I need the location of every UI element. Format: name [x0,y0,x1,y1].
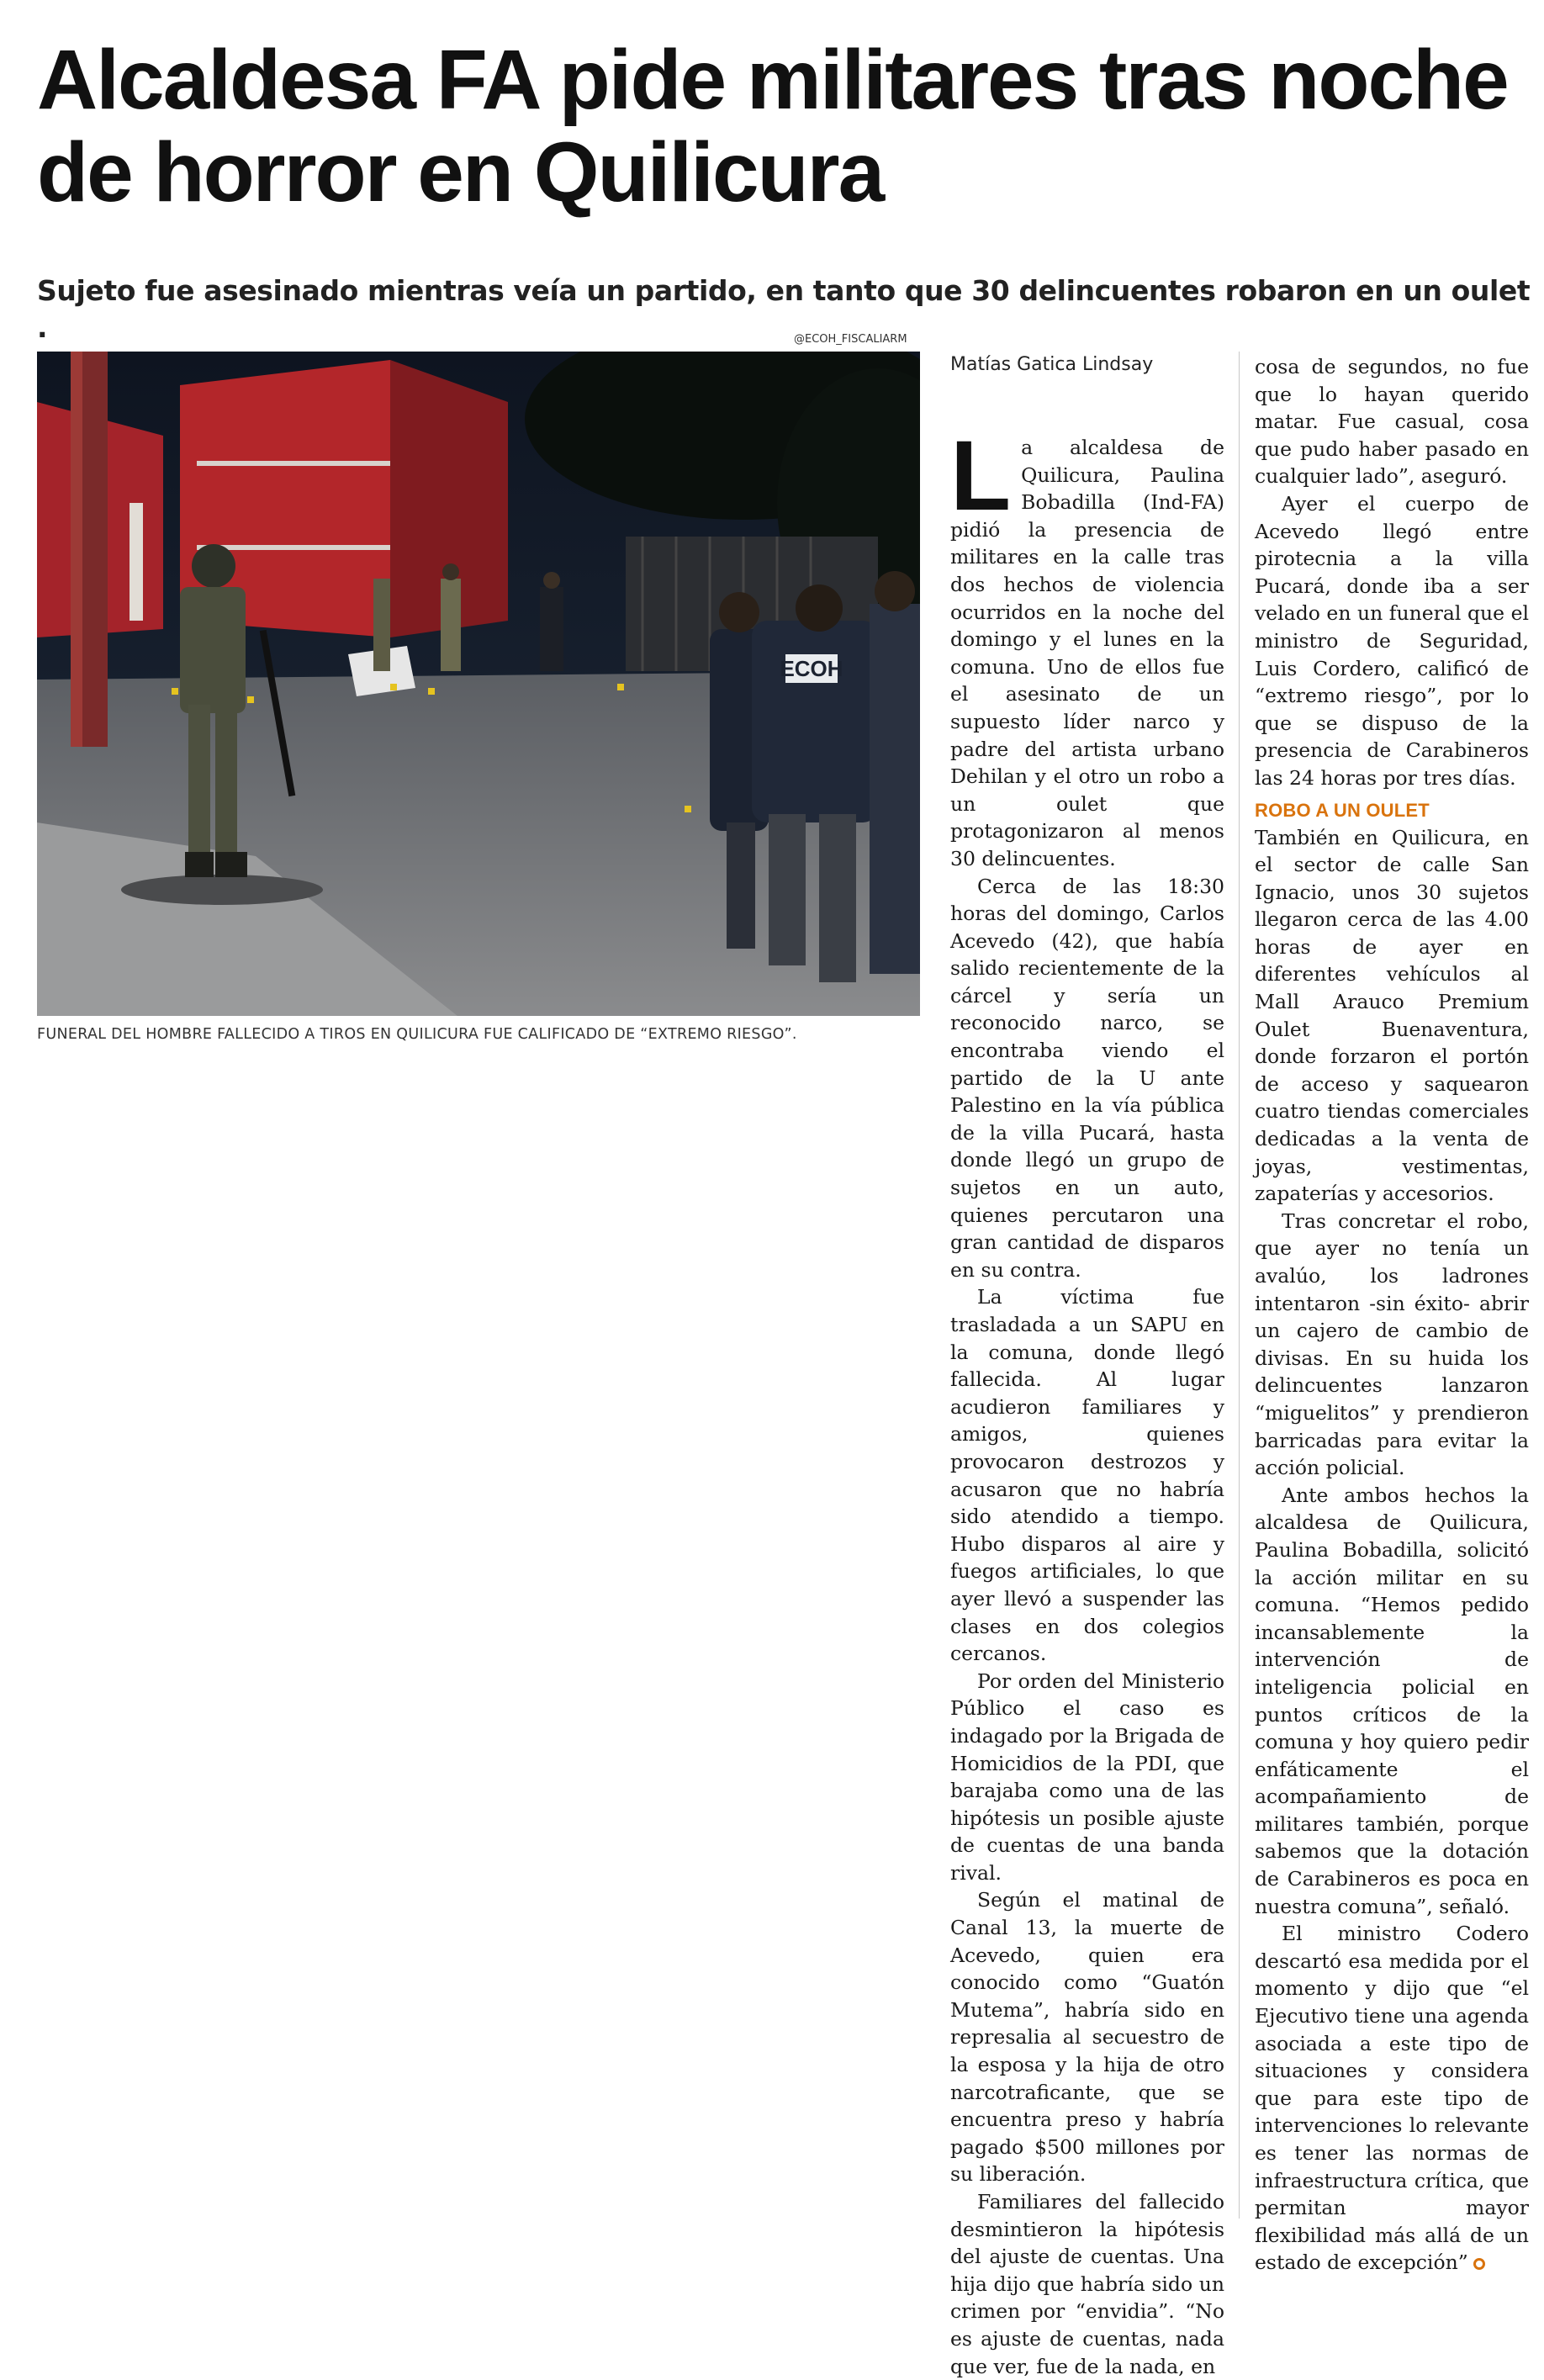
paragraph-9: También en Quilicura, en el sector de calle San Ignacio, unos 30 sujetos llegaron cerca de las 4.00 horas de ayer en diferentes vehículos al Mall Arauco Premium Oulet Buenaventura, donde forzaron el portón de acceso y saquearon cuatro tiendas comerciales dedicadas a la venta de joyas, vestimentas, zapaterías y accesorios. [1255,825,1529,1206]
vest-label: ECOH [780,656,843,681]
subheadline: Sujeto fue asesinado mientras veía un partido, en tanto que 30 delincuentes robaron en un oulet . [37,274,1531,344]
section-heading: ROBO A UN OULET [1255,799,1430,821]
paragraph-4: Por orden del Ministerio Público el caso es indagado por la Brigada de Homicidios de la PDI, que barajaba como una de las hipótesis un posible ajuste de cuentas de una banda rival. [950,1669,1224,1885]
end-of-article-icon [1473,2258,1485,2270]
paragraph-1: La alcaldesa de Quilicura, Paulina Bobadilla (Ind-FA) pidió la presencia de militares en la calle tras dos hechos de violencia ocurridos en la noche del domingo y el lunes en la comuna. Uno de ellos fue el asesinato de un supuesto líder narco y padre del artista urbano Dehilan y el otro un robo a un oulet que protagonizaron al menos 30 delincuentes. [950,420,1224,870]
column-divider [1239,352,1240,2219]
paragraph-2: Cerca de las 18:30 horas del domingo, Carlos Acevedo (42), que había salido recientemente de la cárcel y sería un reconocido narco, se encontraba viendo el partido de la U ante Palestino en la vía pública de la villa Pucará, hasta donde llegó un grupo de sujetos en un auto, quienes percutaron una gran cantidad de disparos en su contra. [950,874,1224,1282]
photo-credit: @ECOH_FISCALIARM [794,333,907,346]
news-photo [37,352,920,1016]
paragraph-3: La víctima fue trasladada a un SAPU en la comuna, donde llegó fallecida. Al lugar acudieron familiares y amigos, quienes provocaron destrozos y acusaron que no habría sido atendido a tiempo. Hubo disparos al aire y fuegos artificiales, lo que ayer llevó a suspender las clases en dos colegios cercanos. [950,1285,1224,1666]
paragraph-11: Ante ambos hechos la alcaldesa de Quilicura, Paulina Bobadilla, solicitó la acción militar en su comuna. “Hemos pedido incansablemente la intervención de inteligencia policial en puntos críticos de la comuna y hoy quiero pedir enfáticamente el acompañamiento de militares también, porque sabemos que la dotación de Carabineros es poca en nuestra comuna”, señaló. [1255,1483,1529,1918]
byline: Matías Gatica Lindsay [950,354,1154,375]
article-column-1 [950,353,1224,2380]
paragraph-12: El ministro Codero descartó esa medida por el momento y dijo que “el Ejecutivo tiene una agenda asociada a este tipo de situaciones y considera que para este tipo de intervenciones lo relevante es tener las normas de infraestructura crítica, que permitan mayor flexibilidad más allá de un estado de excepción” [1255,1922,1529,2275]
paragraph-10: Tras concretar el robo, que ayer no tenía un avalúo, los ladrones intentaron -sin éxito- abrir un cajero de cambio de divisas. En su huida los delincuentes lanzaron “miguelitos” y prendieron barricadas para evitar la acción policial. [1255,1209,1529,1480]
article-column-2 [1255,353,1529,2277]
photo-caption: FUNERAL DEL HOMBRE FALLECIDO A TIROS EN QUILICURA FUE CALIFICADO DE “EXTREMO RIESGO”. [37,1026,797,1043]
paragraph-7: cosa de segundos, no fue que lo hayan querido matar. Fue casual, cosa que pudo haber pasado en cualquier lado”, aseguró. [1255,355,1529,489]
paragraph-5: Según el matinal de Canal 13, la muerte de Acevedo, quien era conocido como “Guatón Mutema”, habría sido en represalia al secuestro de la esposa y la hija de otro narcotraficante, que se encuentra preso y habría pagado $500 millones por su liberación. [950,1888,1224,2187]
paragraph-8: Ayer el cuerpo de Acevedo llegó entre pirotecnia a la villa Pucará, donde iba a ser velado en un funeral que el ministro de Seguridad, Luis Cordero, calificó de “extremo riesgo”, por lo que se dispuso de la presencia de Carabineros las 24 horas por tres días. [1255,491,1529,790]
paragraph-6: Familiares del fallecido desmintieron la hipótesis del ajuste de cuentas. Una hija dijo que habría sido un crimen por “envidia”. “No es ajuste de cuentas, nada que ver, fue de la nada, en [950,2190,1224,2378]
drop-cap: L [950,420,1012,532]
night-street-scene-illustration [37,352,920,1016]
headline: Alcaldesa FA pide militares tras noche de horror en Quilicura [37,33,1508,219]
